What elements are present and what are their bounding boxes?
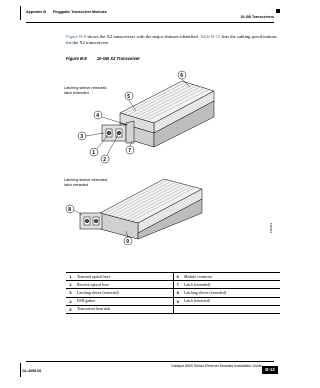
callout-3: 3 — [80, 133, 84, 140]
callout-9: 9 — [126, 238, 130, 245]
appendix-label: Appendix B — [26, 10, 46, 14]
part-description — [182, 305, 280, 313]
part-description: Latch (retracted) — [182, 297, 280, 305]
art-number: 128354 — [269, 222, 273, 233]
part-description: Receive optical bore — [75, 281, 173, 289]
transceiver-top — [102, 81, 214, 147]
doc-number: OL-4095-06 — [22, 369, 42, 373]
table-link[interactable]: Table B-15 — [199, 34, 221, 39]
appendix-title: Pluggable Transceiver Modules — [52, 10, 107, 14]
part-number: 4 — [66, 297, 75, 305]
figure-caption: 10-GB X2 Transceiver — [96, 56, 140, 61]
guide-title: Catalyst 6500 Series Ethernet Modules Installation Guide — [170, 364, 262, 368]
callout-extended-line2: latch retracted — [64, 183, 89, 187]
intro-paragraph — [66, 34, 280, 47]
callout-5: 5 — [127, 93, 131, 100]
x2-transceiver-illustration — [62, 63, 278, 245]
crop-mark — [20, 6, 21, 20]
part-number — [173, 305, 182, 313]
part-number: 2 — [66, 281, 75, 289]
part-number: 7 — [173, 281, 182, 289]
callout-retracted-line2: latch extended — [64, 91, 89, 95]
table-row — [66, 305, 280, 313]
callout-1: 1 — [92, 149, 96, 156]
callout-7: 7 — [128, 147, 132, 154]
part-description: Transceiver heat sink — [75, 305, 173, 313]
table-row — [66, 289, 280, 297]
callout-8: 8 — [68, 206, 72, 213]
figure-link[interactable]: Figure B-8 — [66, 34, 87, 39]
transceiver-bottom — [80, 179, 202, 239]
part-description: Module connector — [182, 273, 280, 281]
callout-extended-line1: Latching sleeve extended, — [64, 178, 109, 182]
header-rule — [26, 22, 274, 23]
callout-6: 6 — [180, 72, 184, 79]
section-title: 10-GB Transceivers — [240, 15, 274, 19]
intro-text-2: lists the cabling specifications for the X2 transceivers. — [66, 34, 277, 46]
part-number: 1 — [66, 273, 75, 281]
callout-4: 4 — [96, 112, 100, 119]
intro-text: shows the X2 transceivers with the major features identified. — [86, 34, 200, 39]
table-row — [66, 273, 280, 281]
part-number: 3 — [66, 289, 75, 297]
running-header — [26, 10, 107, 14]
crop-mark — [20, 363, 21, 377]
parts-table — [66, 272, 280, 314]
page-number: B-13 — [262, 366, 278, 374]
header-marker — [276, 9, 280, 13]
callout-retracted-line1: Latching sleeve retracted, — [64, 86, 108, 90]
table-row — [66, 281, 280, 289]
part-number: 5 — [66, 305, 75, 313]
part-description: Latching sleeve (retracted) — [75, 289, 173, 297]
part-number: 6 — [173, 273, 182, 281]
part-description: Latching sleeve (extended) — [182, 289, 280, 297]
part-number: 8 — [173, 289, 182, 297]
table-row — [66, 297, 280, 305]
figure-label: Figure B-8 — [66, 56, 87, 61]
part-description: Latch (extended) — [182, 281, 280, 289]
callout-2: 2 — [103, 156, 107, 163]
part-description: Transmit optical bore — [75, 273, 173, 281]
footer-rule — [26, 361, 274, 362]
part-description: EMI gasket — [75, 297, 173, 305]
part-number: 9 — [173, 297, 182, 305]
figure-title — [66, 56, 140, 61]
